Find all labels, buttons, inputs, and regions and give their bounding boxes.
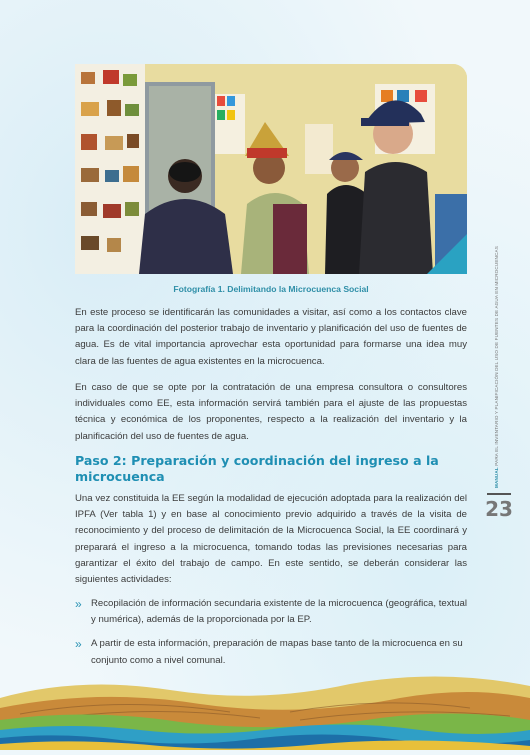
bullet-marker: » [75,597,82,611]
paragraph-step2: Una vez constituida la EE según la modalidad de ejecución adoptada para la realización del IPFA (Ver tabla 1) y en base al conocimiento previo adquirido a través de la visita de reconocimiento y del proceso de delimitación de la Microcuenca Social, la EE coordinará y preparará el ingreso a la microcuenca, tomando todas las previsiones necesarias para garantizar el éxito del trabajo de campo. En este sentido, se deberán considerar las siguientes actividades: [75,493,467,586]
manual-title: PARA EL INVENTARIO Y PLANIFICACIÓN DEL USO DE FUENTES DE AGUA EN MICROCUENCAS [494,246,499,468]
list-item-text: A partir de esta información, preparación de mapas base tanto de la microcuenca en su conjunto como a nivel comunal. [91,638,463,666]
list-item [75,596,467,628]
manual-label: MANUAL [494,467,499,488]
photo-caption: Fotografía 1. Delimitando la Microcuenca Social [173,284,369,294]
bullet-marker: » [75,637,82,652]
paragraph-consultants: En caso de que se opte por la contratación de una empresa consultora o consultores individuales como EE, esta información servirá también para el ajuste de las propuestas técnica y económica de los proponentes, respecto a la realización del inventario y la planificación del uso de fuentes de agua. [75,382,467,442]
manual-title-sidebar [494,230,508,488]
page-number-rule [487,493,511,495]
activity-list [75,596,467,677]
decorative-landscape-footer [0,668,530,750]
list-item-text: Recopilación de información secundaria existente de la microcuenca (geográfica, textual y numérica), además de la proporcionada por la EP. [91,598,467,626]
field-photo [75,64,467,274]
list-item [75,636,467,668]
paragraph-intro: En este proceso se identificarán las comunidades a visitar, así como a los contactos clave para la coordinación del posterior trabajo de inventario y planificación del uso de fuentes de agua. Es de vital importancia aprovechar esta oportunidad para formarse una idea muy clara de las fuentes de agua existentes en la microcuenca. [75,307,467,367]
page-number: 23 [485,497,513,521]
section-heading: Paso 2: Preparación y coordinación del ingreso a la microcuenca [75,453,439,484]
